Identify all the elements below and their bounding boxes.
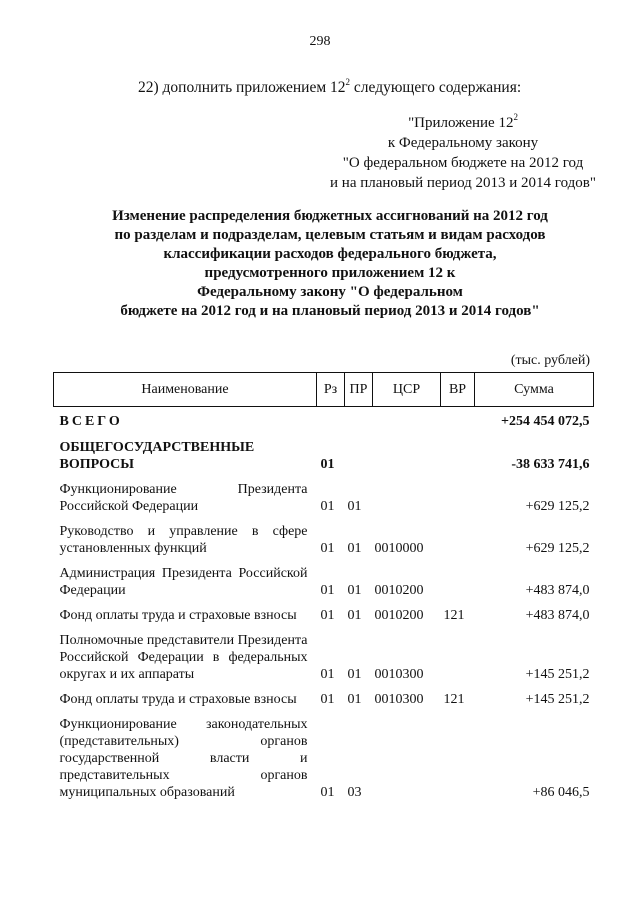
row-pr	[345, 431, 373, 473]
appendix-superscript: 2	[513, 112, 518, 122]
header-name: Наименование	[54, 373, 317, 407]
title-line: классификации расходов федерального бюджета,	[163, 246, 497, 262]
header-csr: ЦСР	[373, 373, 441, 407]
title-line: Федеральному закону "О федеральном	[197, 284, 463, 300]
table-row	[54, 557, 594, 599]
header-rz: Рз	[317, 373, 345, 407]
row-sum: +483 874,0	[525, 608, 590, 623]
row-vr	[441, 515, 475, 557]
appendix-line-3: "О федеральном бюджете на 2012 год	[342, 155, 584, 171]
row-rz	[317, 407, 345, 432]
row-csr: 0010300	[374, 692, 424, 707]
row-rz: 01	[320, 457, 335, 472]
row-sum: +254 454 072,5	[501, 413, 590, 429]
row-pr: 01	[347, 608, 362, 623]
table-row	[54, 708, 594, 801]
header-sum: Сумма	[475, 373, 594, 407]
appendix-line-1	[330, 113, 596, 133]
budget-table	[53, 372, 594, 801]
title-line: по разделам и подразделам, целевым статьям и видам расходов	[114, 227, 546, 243]
row-csr	[373, 431, 441, 473]
row-csr: 0010200	[374, 583, 424, 598]
row-name: ВСЕГО	[59, 413, 123, 429]
row-csr	[373, 407, 441, 432]
appendix-header	[330, 113, 596, 193]
row-rz: 01	[320, 541, 335, 556]
row-pr: 01	[347, 541, 362, 556]
row-pr: 01	[347, 692, 362, 707]
row-sum: +629 125,2	[525, 541, 590, 556]
appendix-label: "Приложение 12	[408, 115, 514, 131]
row-name: Полномочные представители Президента Российской Федерации в федеральных округах и их аппараты	[59, 633, 308, 682]
row-vr	[441, 624, 475, 683]
table-row	[54, 599, 594, 624]
table-row	[54, 624, 594, 683]
row-rz: 01	[320, 583, 335, 598]
row-vr	[441, 708, 475, 801]
row-csr: 0010200	[374, 608, 424, 623]
row-pr: 01	[347, 583, 362, 598]
row-vr	[441, 473, 475, 515]
row-rz: 01	[320, 608, 335, 623]
row-csr: 0010300	[374, 667, 424, 682]
header-pr: ПР	[345, 373, 373, 407]
row-pr: 01	[347, 499, 362, 514]
table-header-row	[54, 373, 594, 407]
row-sum: +145 251,2	[525, 667, 590, 682]
table-row-total	[54, 407, 594, 432]
intro-superscript: 2	[345, 77, 351, 87]
row-name: Фонд оплаты труда и страховые взносы	[59, 692, 297, 707]
page-number: 298	[309, 34, 331, 49]
title-line: Изменение распределения бюджетных ассигнований на 2012 год	[112, 208, 548, 224]
row-sum: +86 046,5	[532, 785, 590, 800]
row-sum: +145 251,2	[525, 692, 590, 707]
row-pr	[345, 407, 373, 432]
row-rz: 01	[320, 785, 335, 800]
row-csr	[373, 473, 441, 515]
row-vr: 121	[443, 692, 465, 707]
row-vr	[441, 557, 475, 599]
row-vr	[441, 431, 475, 473]
table-row	[54, 683, 594, 708]
row-name: Функционирование Президента Российской Федерации	[59, 482, 308, 514]
row-pr: 03	[347, 785, 362, 800]
row-rz: 01	[320, 499, 335, 514]
row-rz: 01	[320, 667, 335, 682]
table-row	[54, 515, 594, 557]
table-row	[54, 431, 594, 473]
row-name: ОБЩЕГОСУДАРСТВЕННЫЕ ВОПРОСЫ	[59, 440, 255, 472]
appendix-line-4: и на плановый период 2013 и 2014 годов"	[330, 175, 596, 191]
row-csr: 0010000	[374, 541, 424, 556]
row-name: Фонд оплаты труда и страховые взносы	[59, 608, 297, 623]
table-row	[54, 473, 594, 515]
intro-text-end: следующего содержания:	[350, 79, 522, 96]
row-vr	[441, 407, 475, 432]
row-name: Администрация Президента Российской Федерации	[59, 566, 308, 598]
title-line: предусмотренного приложением 12 к	[204, 265, 456, 281]
row-csr	[373, 708, 441, 801]
row-sum: -38 633 741,6	[511, 457, 590, 472]
row-sum: +483 874,0	[525, 583, 590, 598]
document-title	[40, 207, 620, 321]
row-vr: 121	[443, 608, 465, 623]
title-line: бюджете на 2012 год и на плановый период 2013 и 2014 годов"	[120, 303, 540, 319]
row-pr: 01	[347, 667, 362, 682]
appendix-line-2: к Федеральному закону	[387, 135, 539, 151]
intro-text: 22) дополнить приложением 12	[138, 79, 346, 96]
row-name: Руководство и управление в сфере установленных функций	[59, 524, 308, 556]
row-rz: 01	[320, 692, 335, 707]
intro-paragraph	[138, 79, 521, 97]
row-name: Функционирование законодательных (представительных) органов государственной власти и представительных органов муниципальных образований	[59, 717, 308, 800]
units-label: (тыс. рублей)	[510, 353, 590, 368]
row-sum: +629 125,2	[525, 499, 590, 514]
header-vr: ВР	[441, 373, 475, 407]
